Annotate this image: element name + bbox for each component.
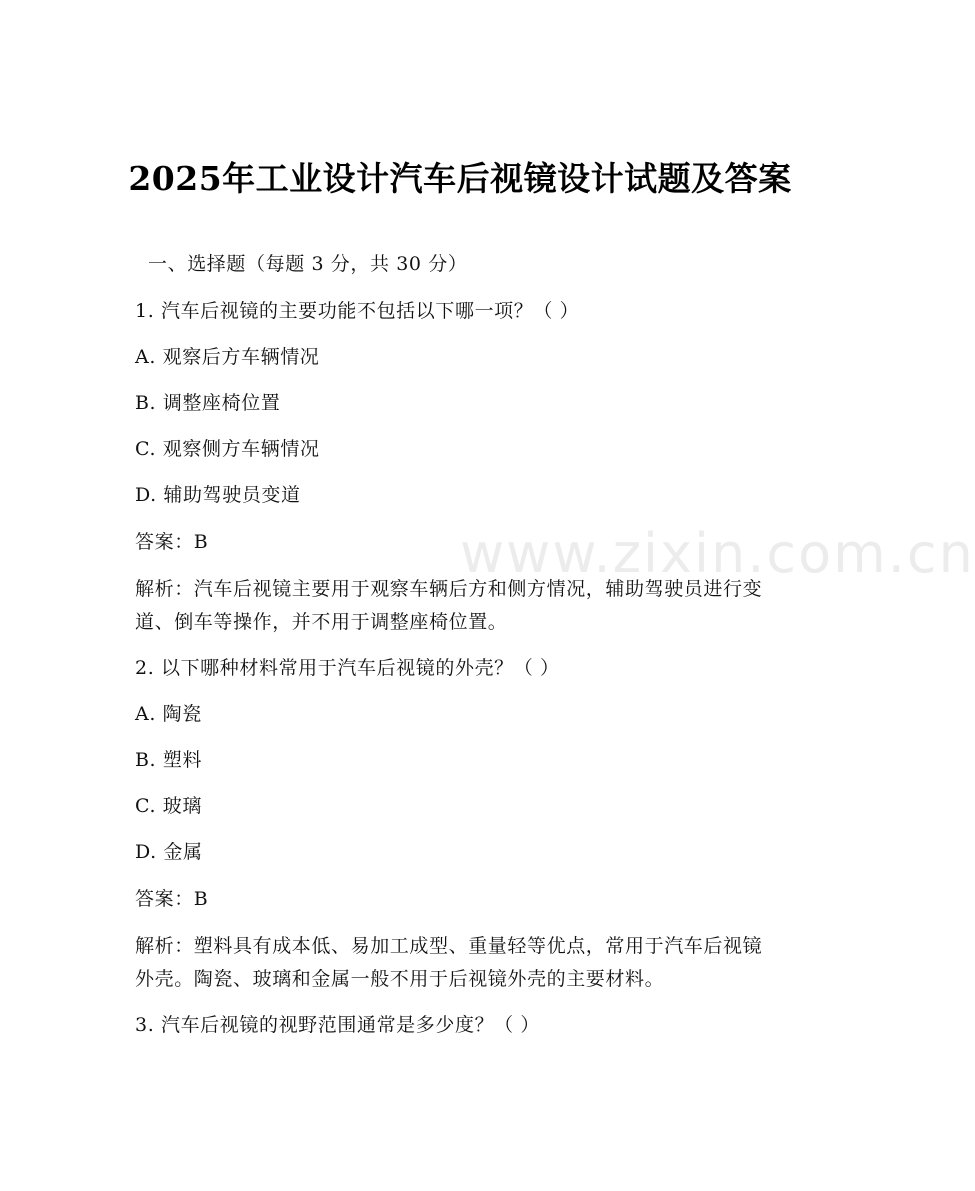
section-heading: 一、选择题（每题 3 分，共 30 分） bbox=[148, 253, 468, 275]
option-c: C. 玻璃 bbox=[135, 795, 202, 817]
option-a: A. 观察后方车辆情况 bbox=[135, 346, 320, 368]
page-title: 2025年工业设计汽车后视镜设计试题及答案 bbox=[128, 159, 792, 198]
option-a: A. 陶瓷 bbox=[135, 703, 202, 725]
question-stem: 3. 汽车后视镜的视野范围通常是多少度？（ ） bbox=[135, 1014, 541, 1036]
analysis: 解析：汽车后视镜主要用于观察车辆后方和侧方情况，辅助驾驶员进行变道、倒车等操作，并不用于调整座椅位置。 bbox=[135, 578, 763, 633]
watermark: www.zixin.com.cn bbox=[460, 522, 975, 585]
answer: 答案：B bbox=[135, 531, 209, 553]
option-b: B. 塑料 bbox=[135, 749, 203, 771]
option-c: C. 观察侧方车辆情况 bbox=[135, 438, 320, 460]
question-stem: 1. 汽车后视镜的主要功能不包括以下哪一项？（ ） bbox=[135, 300, 580, 322]
option-d: D. 金属 bbox=[135, 841, 203, 863]
analysis: 解析：塑料具有成本低、易加工成型、重量轻等优点，常用于汽车后视镜外壳。陶瓷、玻璃和金属一般不用于后视镜外壳的主要材料。 bbox=[135, 935, 763, 990]
option-b: B. 调整座椅位置 bbox=[135, 392, 281, 414]
question-stem: 2. 以下哪种材料常用于汽车后视镜的外壳？（ ） bbox=[135, 657, 560, 679]
option-d: D. 辅助驾驶员变道 bbox=[135, 484, 301, 506]
answer: 答案：B bbox=[135, 888, 209, 910]
